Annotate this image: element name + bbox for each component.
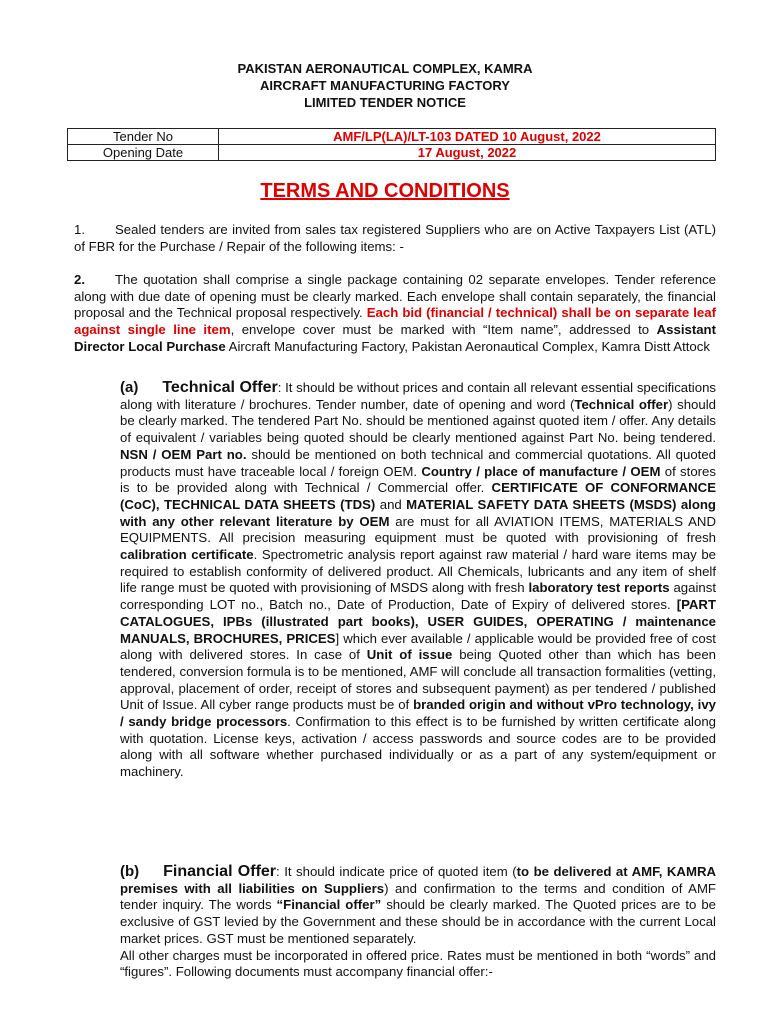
technical-bold-9: Unit of issue <box>366 647 453 663</box>
tender-no-value: AMF/LP(LA)/LT-103 DATED 10 August, 2022 <box>219 129 716 145</box>
clause-2-text-1: The quotation shall comprise a single package containing 02 separate envelopes. Tender reference along with due date of opening must be clearly marked. Each envelope shall contain separately, the financial proposal and the Technical proposal respectively. <box>74 272 716 321</box>
tender-info-table <box>67 128 716 161</box>
financial-bold-1: to be delivered at AMF, KAMRA premises with all liabilities on Suppliers <box>120 864 716 896</box>
terms-title: TERMS AND CONDITIONS <box>260 180 510 202</box>
technical-text-1: : It should be without prices and contain all relevant essential specifications along with literature / brochures. Tender number, date of opening and word ( <box>120 380 716 412</box>
clause-1-text: Sealed tenders are invited from sales tax registered Suppliers who are on Active Taxpayers List (ATL) of FBR for the Purchase / Repair of the following items: - <box>74 222 716 254</box>
opening-date-label: Opening Date <box>68 145 219 161</box>
financial-offer-label: (b) <box>120 863 140 880</box>
clause-2-text-3: Aircraft Manufacturing Factory, Pakistan Aeronautical Complex, Kamra Distt Attock <box>225 338 710 354</box>
clause-1-number: 1. <box>74 222 85 237</box>
technical-offer-label: (a) <box>120 379 139 396</box>
tender-no-row <box>68 129 716 145</box>
opening-date-value: 17 August, 2022 <box>219 145 716 161</box>
technical-bold-6: calibration certificate <box>120 547 254 563</box>
technical-text-3: should be mentioned on both technical and commercial quotations. All quoted products must have traceable local / foreign OEM. <box>120 446 716 479</box>
financial-text-2: ) and confirmation to the terms and condition of AMF tender inquiry. The words <box>120 880 716 913</box>
technical-bold-5: MATERIAL SAFETY DATA SHEETS (MSDS) along with any other relevant literature by OEM <box>120 496 716 529</box>
opening-date-row <box>68 145 716 161</box>
technical-text-4: of stores is to be provided along with Technical / Commercial offer. <box>120 463 716 496</box>
financial-bold-2: “Financial offer” <box>276 897 382 913</box>
financial-text-1: : It should indicate price of quoted item ( <box>276 864 517 879</box>
technical-text-8: against corresponding LOT no., Batch no., Date of Production, Date of Expiry of delivered stores. <box>120 580 716 613</box>
financial-text-4: All other charges must be incorporated in offered price. Rates must be mentioned in both “words” and “figures”. Following documents must accompany financial offer:- <box>120 947 716 980</box>
clause-2-number: 2. <box>74 272 85 287</box>
technical-bold-7: laboratory test reports <box>528 580 670 596</box>
technical-text-11: . Confirmation to this effect is to be furnished by written certificate along with quotation. License keys, activation / access passwords and source codes are to be provided along with all software whether purchased individually or as a part of any system/equipment or machinery. <box>120 714 716 780</box>
technical-bold-2: NSN / OEM Part no. <box>120 446 247 462</box>
technical-bold-10: branded origin and without vPro technology, ivy / sandy bridge processors <box>120 697 716 730</box>
technical-text-2: ) should be clearly marked. The tendered Part No. should be mentioned against quoted item / offer. Any details of equivalent / variables being quoted should be clearly mentioned against Part No. being tendered. <box>120 396 716 446</box>
technical-offer-paragraph <box>120 380 716 781</box>
clause-2-red-text: Each bid (financial / technical) shall be on separate leaf against single line item <box>74 305 716 338</box>
header-line-2: AIRCRAFT MANUFACTURING FACTORY <box>260 78 510 93</box>
technical-text-9: ] which ever available / applicable would be provided free of cost along with delivered stores. In case of <box>120 630 716 663</box>
technical-text-6: are must for all AVIATION ITEMS, MATERIALS AND EQUIPMENTS. All precision measuring equipment must be quoted with provisioning of fresh <box>120 513 716 546</box>
tender-no-label: Tender No <box>68 129 219 145</box>
technical-bold-8: [PART CATALOGUES, IPBs (illustrated part books), USER GUIDES, OPERATING / maintenance MANUALS, BROCHURES, PRICES <box>120 597 716 646</box>
clause-2 <box>74 272 716 356</box>
technical-text-7: . Spectrometric analysis report against raw material / hard ware items may be required to establish conformity of delivered product. All Chemicals, lubricants and any item of shelf life range must be quoted with provisioning of MSDS along with fresh <box>120 547 717 596</box>
technical-offer-heading: Technical Offer <box>162 379 278 396</box>
header-line-1: PAKISTAN AERONAUTICAL COMPLEX, KAMRA <box>237 61 533 76</box>
technical-text-10: being Quoted other than which has been tendered, conversion formula is to be mentioned, AMF will conclude all transaction formalities (vetting, approval, placement of order, receipt of stores and subsequent payment) as per tendered / published Unit of Issue. All cyber range products must be of <box>120 647 717 713</box>
clause-1 <box>74 222 716 255</box>
financial-text-3: should be clearly marked. The Quoted prices are to be exclusive of GST levied by the Government and these should be in accordance with the current Local market prices. GST must be mentioned separately. <box>120 897 717 946</box>
header-line-3: LIMITED TENDER NOTICE <box>304 95 466 110</box>
technical-bold-1: Technical offer <box>574 396 669 412</box>
technical-text-5: and <box>375 496 407 512</box>
technical-bold-4: CERTIFICATE OF CONFORMANCE (CoC), TECHNICAL DATA SHEETS (TDS) <box>120 480 716 512</box>
financial-offer-heading: Financial Offer <box>163 863 277 880</box>
clause-2-text-2: , envelope cover must be marked with “Item name”, addressed to <box>230 322 657 338</box>
financial-offer-paragraph <box>120 864 716 981</box>
technical-bold-3: Country / place of manufacture / OEM <box>421 463 661 479</box>
clause-2-addressee: Assistant Director Local Purchase <box>74 322 716 354</box>
